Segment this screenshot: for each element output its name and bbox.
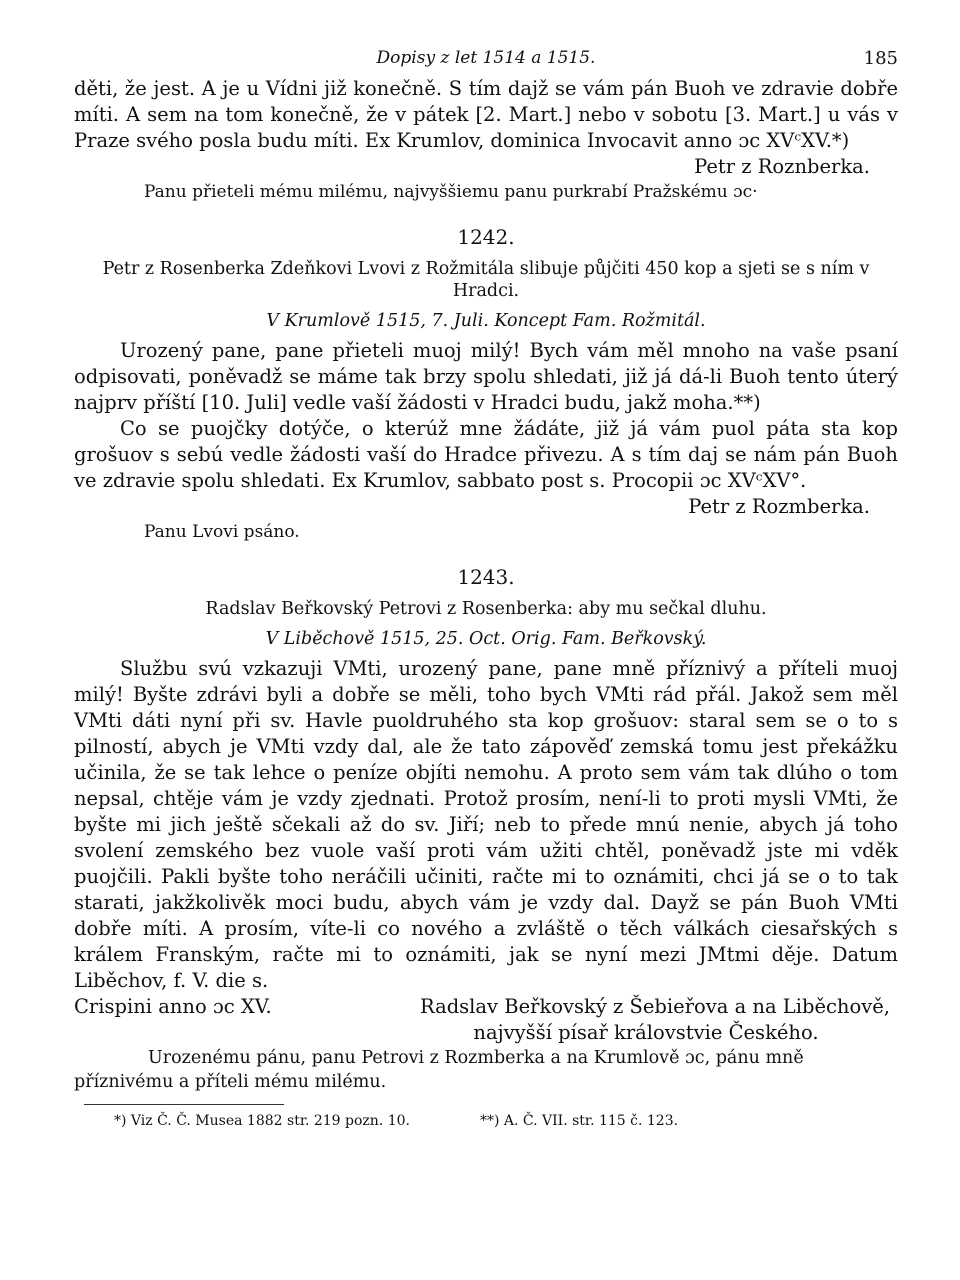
- doc-1243-number: 1243.: [457, 565, 515, 589]
- doc-1243-signature-line-2: najvyšší písař královstvie Českého.: [473, 1021, 819, 1044]
- letter-1241-text: děti, že jest. A je u Vídni již konečně. S tím dajž se vám pán Buoh ve zdravie dobře míti. A sem na tom konečně, že v pátek [2. Mart.] nebo v sobotu [3. Mart.] u vás v Praze svého posla budu míti. Ex Krumlov, dominica Invocavit anno ɔc XVᶜXV.*): [74, 77, 898, 152]
- doc-1243-signature-line-1: Radslav Beřkovský z Šebieřova a na Liběchově,: [419, 995, 890, 1018]
- doc-1243-paragraph-1: Službu svú vzkazuji VMti, urozený pane, pane mně příznivý a příteli muoj milý! Byšte zdrávi byli a dobře se měli, toho bych VMti rád přál. Jakož sem měl VMti dáti nyní při sv. Havle puoldruhého sta kop grošuov: staral sem se o to s pilností, abych je VMti vzdy dal, ale že tato zápověď zemská tomu jest překážku učinila, že se tak lehce o peníze objíti nemohu. A proto sem vám tak dlúho o tom nepsal, chtěje vám je vzdy zjednati. Protož prosím, není-li to proti mysli VMti, že byšte mi jich ještě sčekali až do sv. Jiří; neb to přede mnú nenie, abych já toho svolení zemského bez vuole vaší proti vám užiti chtěl, poněvadž jste mi vděk puojčili. Pakli byšte toho neráčili učiniti, račte mi to oznámiti, chci já se o to tak starati, jakžkolivěk moci budu, abych vám je vzdy dal. Dayž se pán Buoh VMti dobře míti. A prosím, víte-li co nového a zvláště o těch válkách ciesařských s králem Franským, račte mi to oznámiti, jak se nyní mezi JMtmi děje. Datum Liběchov, f. V. die s.: [74, 657, 898, 992]
- footnote-2: **) A. Č. VII. str. 115 č. 123.: [480, 1113, 679, 1129]
- doc-1242-address: Panu Lvovi psáno.: [144, 522, 300, 542]
- footnote-divider: [84, 1104, 284, 1105]
- doc-1243-address: Urozenému pánu, panu Petrovi z Rozmberka a na Krumlově ɔc, pánu mně příznivému a příteli mému milému.: [74, 1048, 804, 1092]
- page-number: 185: [863, 48, 898, 69]
- doc-1243-source: V Liběchově 1515, 25. Oct. Orig. Fam. Beřkovský.: [265, 629, 707, 649]
- doc-1243-closing-date: Crispini anno ɔc XV.: [74, 995, 272, 1018]
- footnotes: [74, 1113, 898, 1129]
- doc-1242-paragraph-2: Co se puojčky dotýče, o kterúž mne žádáte, již já vám puol páta sta kop grošuov s sebú vedle žádosti vaší do Hradce přivezu. A s tím daj se nám pán Buoh ve zdravie spolu shledati. Ex Krumlov, sabbato post s. Procopii ɔc XVᶜXV°.: [74, 417, 898, 492]
- doc-1243-summary: Radslav Beřkovský Petrovi z Rosenberka: aby mu sečkal dluhu.: [205, 599, 767, 619]
- doc-1242-paragraph-1: Urozený pane, pane přieteli muoj milý! Bych vám měl mnoho na vaše psaní odpisovati, poněvadž se máme tak brzy spolu shledati, již já dá-li Buoh tento úterý najprv příští [10. Juli] vedle vaší žádosti v Hradci budu, jakž moha.**): [74, 339, 898, 414]
- doc-1242-source: V Krumlově 1515, 7. Juli. Koncept Fam. Rožmitál.: [266, 311, 706, 331]
- doc-1243-closing-line: [74, 994, 898, 1020]
- running-title: Dopisy z let 1514 a 1515.: [376, 48, 596, 68]
- page: [74, 44, 898, 1129]
- doc-1242-summary: Petr z Rosenberka Zdeňkovi Lvovi z Rožmitála slibuje půjčiti 450 kop a sjeti se s ním v Hradci.: [102, 259, 870, 301]
- letter-1241-address: Panu přieteli mému milému, najvyššiemu panu purkrabí Pražskému ɔc·: [144, 182, 758, 202]
- doc-1242-number: 1242.: [457, 225, 515, 249]
- doc-1242-signature: Petr z Rozmberka.: [688, 495, 870, 518]
- footnote-1: *) Viz Č. Č. Musea 1882 str. 219 pozn. 10.: [114, 1113, 410, 1129]
- page-header: [74, 44, 898, 74]
- letter-1241-signature: Petr z Roznberka.: [694, 155, 870, 178]
